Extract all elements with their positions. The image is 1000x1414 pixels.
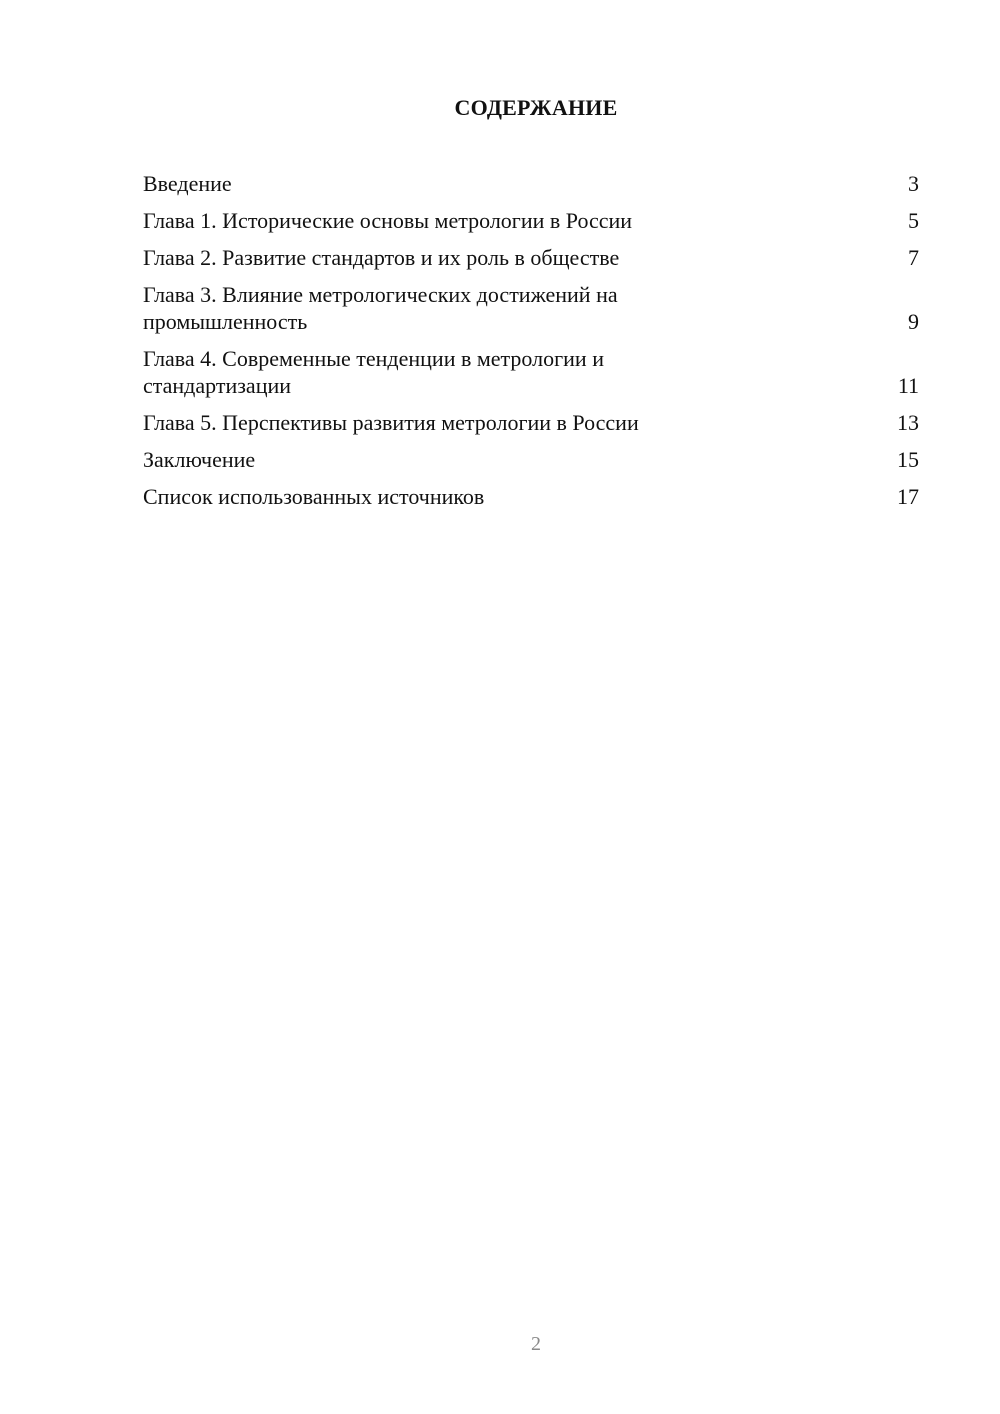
toc-entry-page: 15 [897,447,919,472]
toc-entry-chapter-3 [143,281,919,335]
toc-entry-label: Список использованных источников [143,484,485,509]
toc-entry-page: 7 [908,245,919,270]
toc-entry-label: Введение [143,171,232,196]
toc-entry-page: 9 [908,309,919,334]
toc-entry-label: Глава 3. Влияние метрологических достижений на промышленность [143,282,618,334]
toc-entry-page: 3 [908,171,919,196]
toc-entry-label: Заключение [143,447,256,472]
toc-entry-label: Глава 2. Развитие стандартов и их роль в обществе [143,245,620,270]
toc-entry-label: Глава 5. Перспективы развития метрологии в России [143,410,639,435]
toc-entry-label: Глава 1. Исторические основы метрологии в России [143,208,633,233]
toc-entry-label: Глава 4. Современные тенденции в метрологии и стандартизации [143,346,604,398]
toc-entry-chapter-4 [143,345,919,399]
toc-entry-page: 17 [897,484,919,509]
toc-entry-page: 13 [897,410,919,435]
toc-entry-chapter-2 [143,244,919,271]
toc-entry-page: 11 [897,373,919,398]
page-number: 2 [531,1333,541,1355]
toc-entry-conclusion [143,446,919,473]
toc-title: СОДЕРЖАНИЕ [454,95,618,120]
toc-entry-chapter-5 [143,409,919,436]
toc-entry-chapter-1 [143,207,919,234]
toc-entry-page: 5 [908,208,919,233]
toc-entry-references [143,483,919,510]
toc-entry-introduction [143,170,919,197]
toc-list [143,170,919,520]
